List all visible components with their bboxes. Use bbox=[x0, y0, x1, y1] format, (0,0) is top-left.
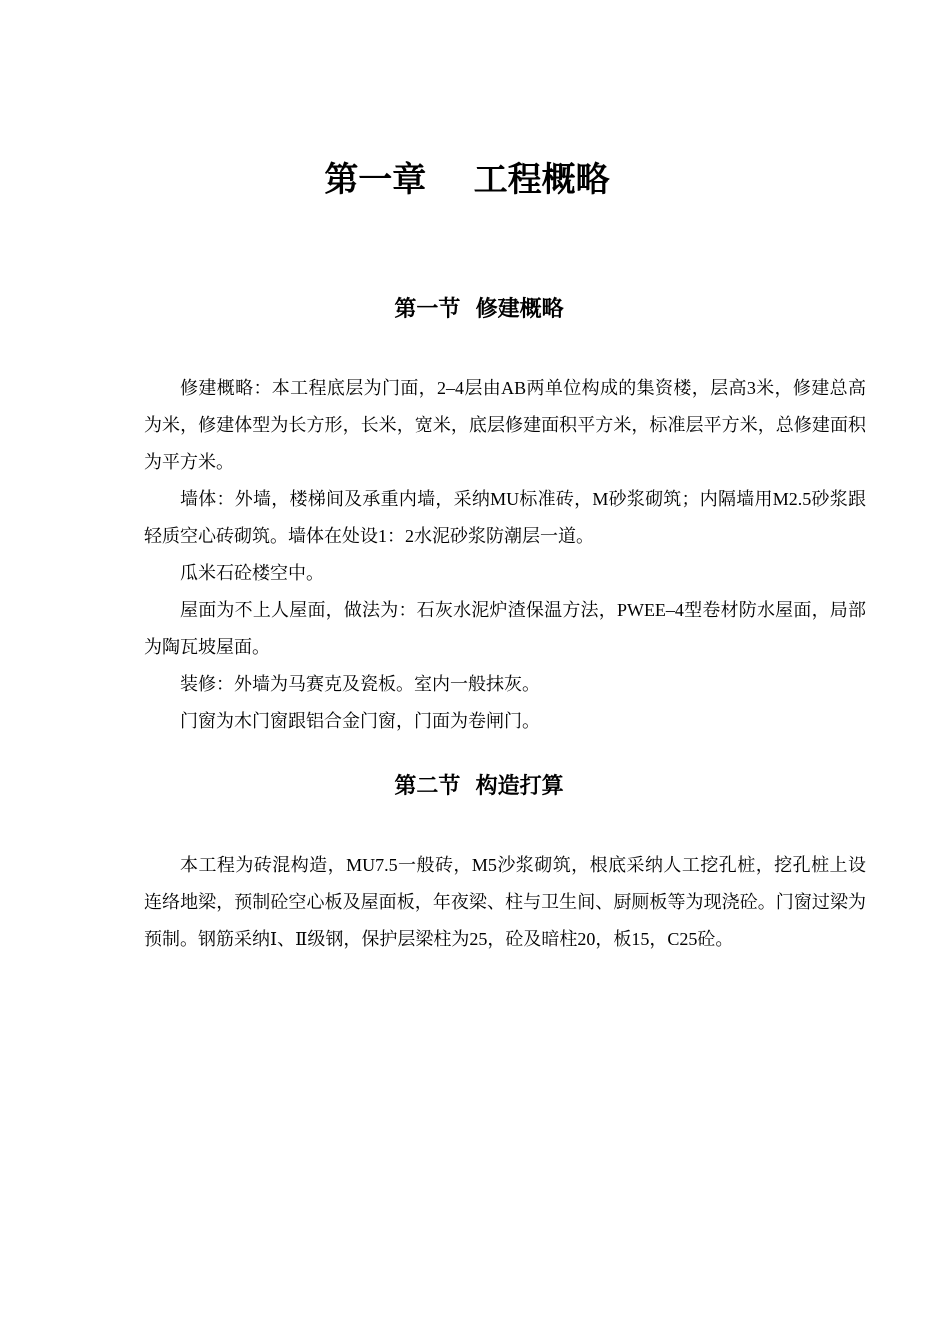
section-title: 第二节 构造打算 bbox=[394, 774, 564, 799]
paragraph-finishing: 装修：外墙为马赛克及瓷板。室内一般抹灰。 bbox=[180, 674, 540, 694]
chapter-title: 第一章 工程概略 bbox=[324, 160, 610, 200]
paragraph-walls: 墙体：外墙，楼梯间及承重内墙，采纳MU标准砖，M砂浆砌筑；内隔墙用M2.5砂浆跟轻质空心砖砌筑。墙体在处设1：2水泥砂浆防潮层一道。 bbox=[144, 489, 866, 546]
section-body bbox=[144, 847, 866, 958]
paragraph-floor: 瓜米石砼楼空中。 bbox=[180, 563, 324, 583]
paragraph-building-overview: 修建概略：本工程底层为门面，2–4层由AB两单位构成的集资楼，层高3米，修建总高为米，修建体型为长方形，长米，宽米，底层修建面积平方米，标准层平方米，总修建面积为平方米。 bbox=[144, 378, 866, 472]
section-title: 第一节 修建概略 bbox=[394, 297, 564, 322]
paragraph-doors-windows: 门窗为木门窗跟铝合金门窗，门面为卷闸门。 bbox=[180, 711, 540, 731]
paragraph-structure: 本工程为砖混构造，MU7.5一般砖，M5沙浆砌筑，根底采纳人工挖孔桩，挖孔桩上设连络地梁，预制砼空心板及屋面板，年夜梁、柱与卫生间、厨厕板等为现浇砼。门窗过梁为预制。钢筋采纳Ⅰ、Ⅱ级钢，保护层梁柱为25，砼及暗柱20，板15，C25砼。 bbox=[144, 855, 866, 949]
section-body bbox=[144, 370, 866, 740]
paragraph-roof: 屋面为不上人屋面，做法为：石灰水泥炉渣保温方法，PWEE–4型卷材防水屋面，局部为陶瓦坡屋面。 bbox=[144, 600, 866, 657]
